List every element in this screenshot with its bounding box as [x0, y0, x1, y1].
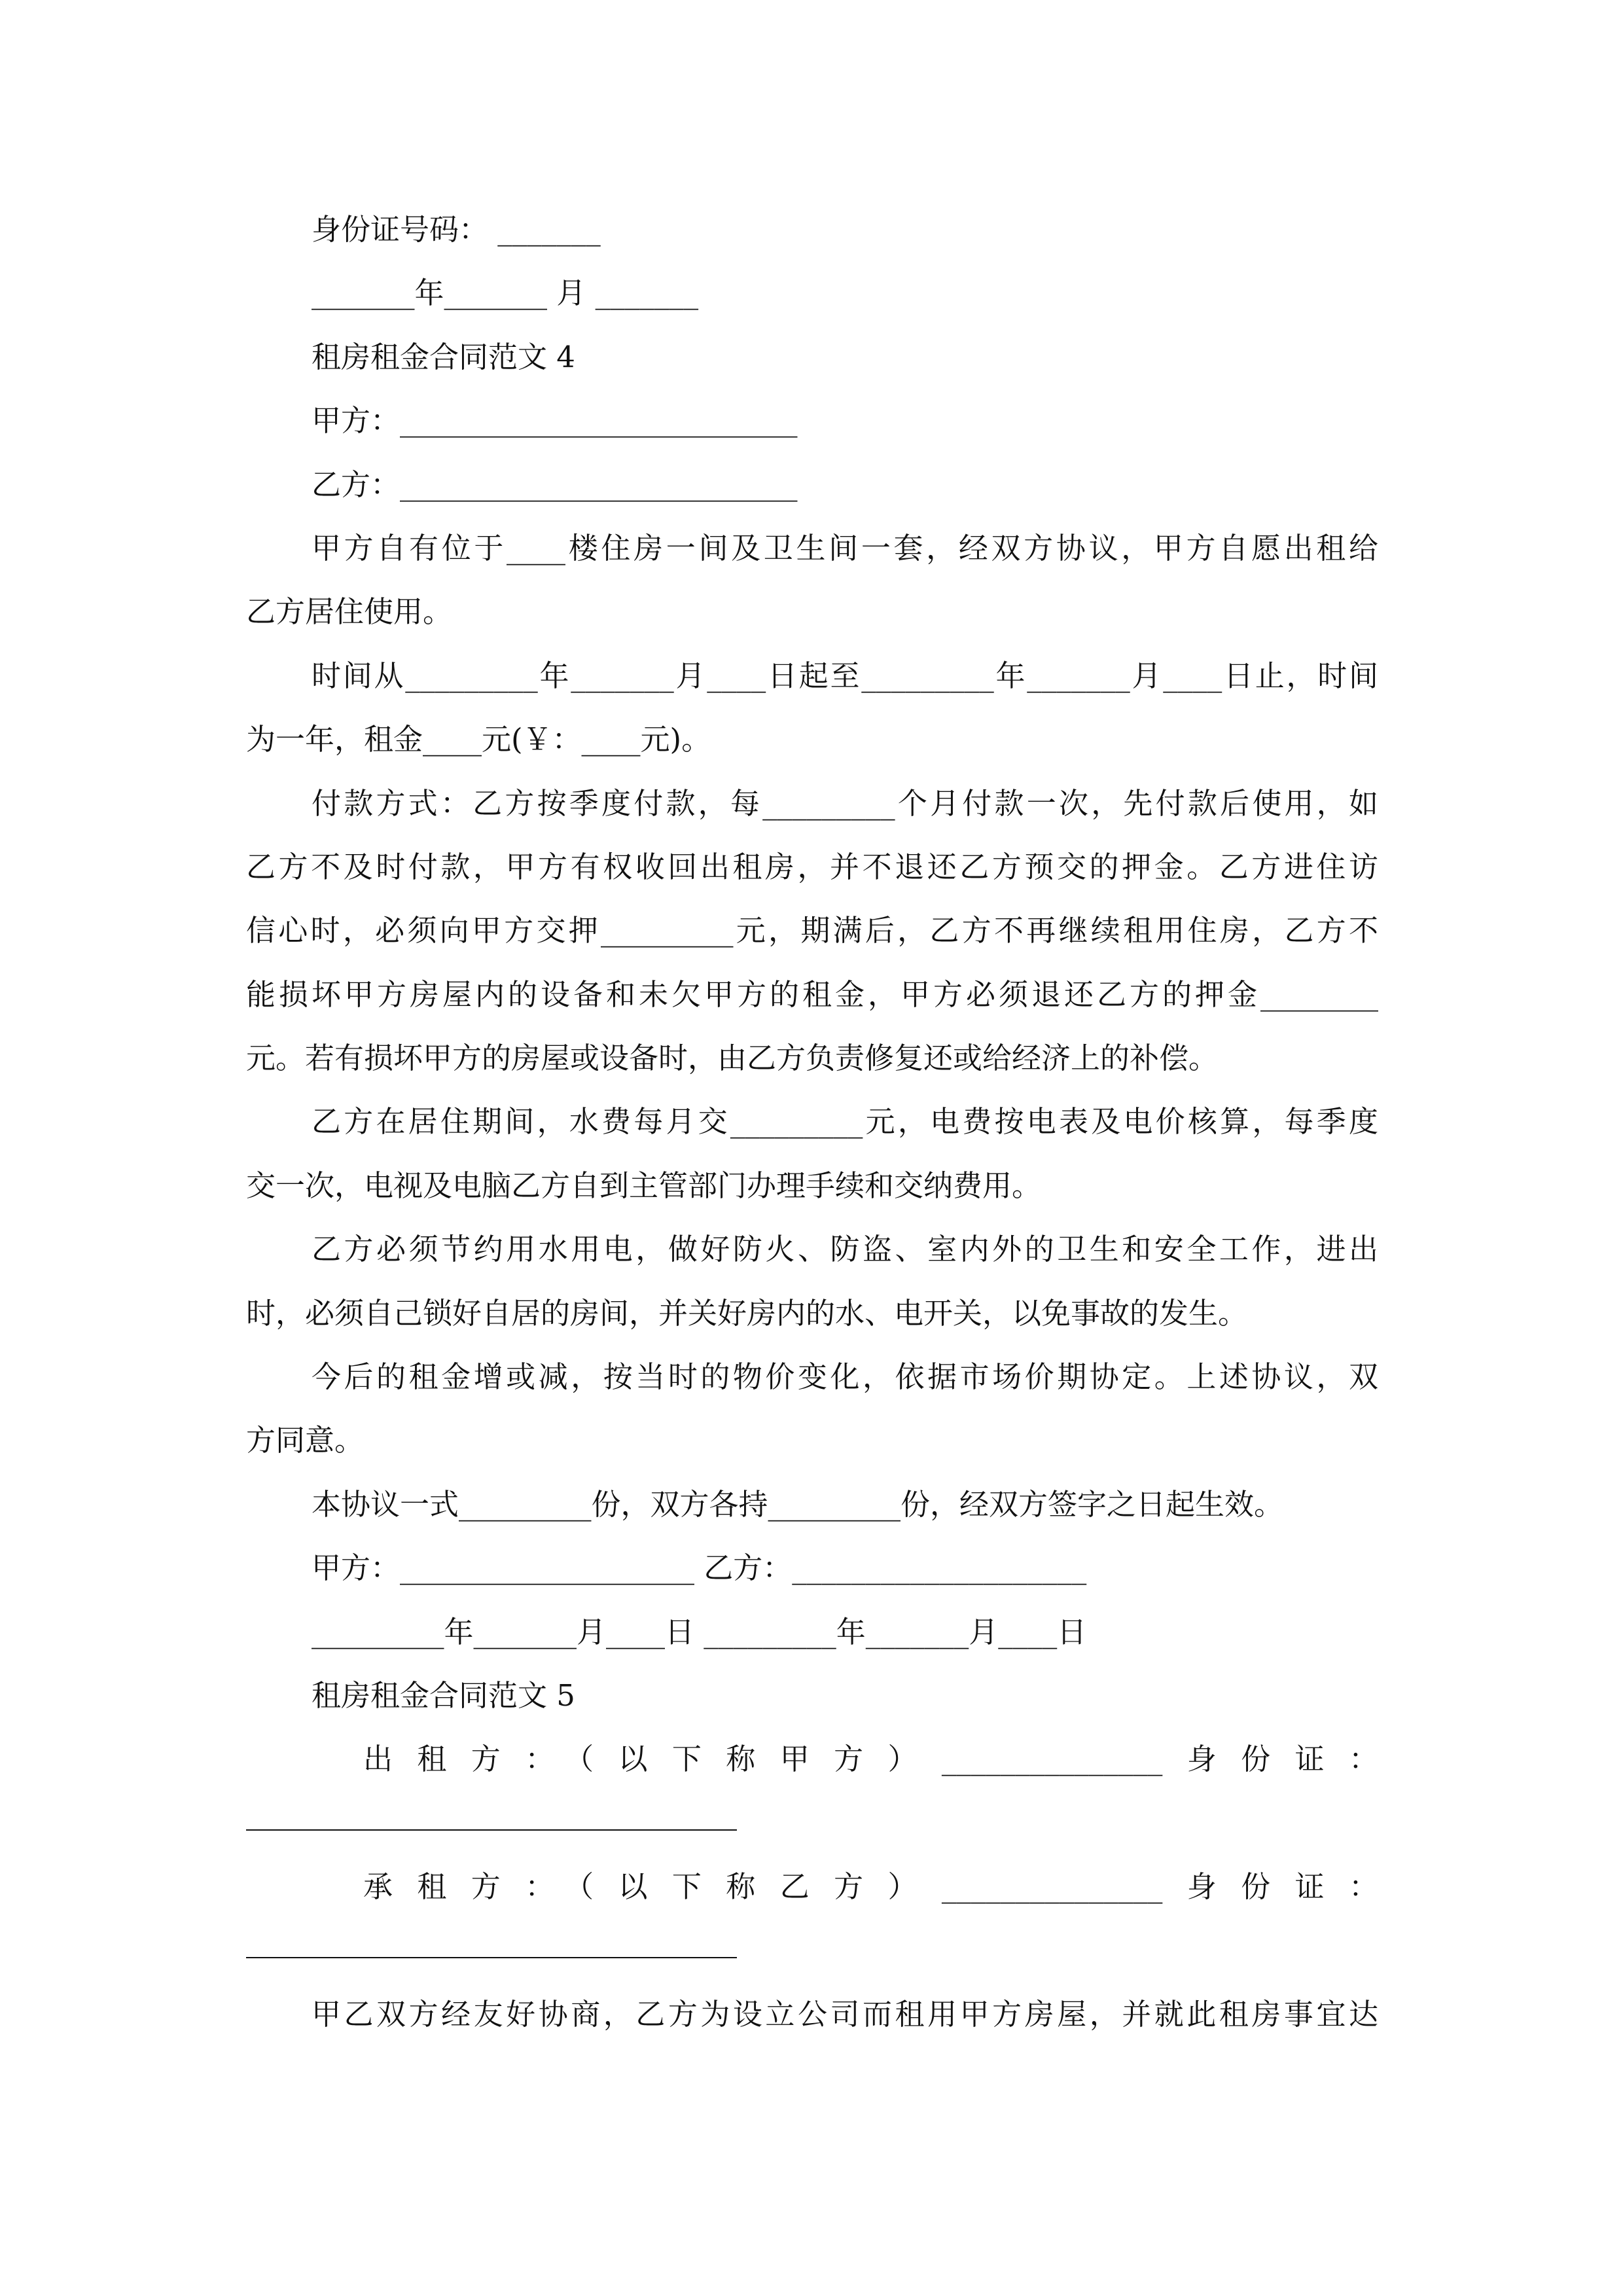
- paragraph-line: 付款方式：乙方按季度付款，每_________个月付款一次，先付款后使用，如: [312, 785, 1378, 821]
- party-a-line: 甲方：___________________________: [312, 403, 798, 439]
- date-line: _______年_______ 月 _______: [312, 276, 699, 311]
- id-number-line: 身份证号码： _______: [312, 212, 601, 247]
- paragraph-line: 甲乙双方经友好协商，乙方为设立公司而租用甲方房屋，并就此租房事宜达: [312, 1996, 1378, 2032]
- paragraph-line: 为一年，租金____元(￥：____元)。: [246, 722, 711, 757]
- section-title-4: 租房租金合同范文 4: [312, 339, 575, 374]
- paragraph-line: 信心时，必须向甲方交押_________元，期满后，乙方不再继续租用住房，乙方不: [246, 913, 1378, 948]
- signature-date-line: _________年_______月____日 _________年_______月____日: [312, 1614, 1087, 1649]
- paragraph-line: 本协议一式_________份，双方各持_________份，经双方签字之日起生效。: [312, 1486, 1284, 1522]
- party-b-line: 乙方：___________________________: [312, 467, 798, 502]
- signature-line: 甲方：____________________ 乙方：____________________: [312, 1551, 1087, 1586]
- lessee-id-blank: [246, 1919, 1378, 1982]
- paragraph-line: 乙方必须节约用水用电，做好防火、防盗、室内外的卫生和安全工作，进出: [312, 1232, 1378, 1267]
- document-page: [246, 198, 1378, 2046]
- paragraph-line: 元。若有损坏甲方的房屋或设备时，由乙方负责修复还或给经济上的补偿。: [246, 1041, 1219, 1076]
- paragraph-line: 时间从_________年_______月____日起至_________年_______月____日止，时间: [312, 658, 1378, 693]
- lessor-line: 出租方：（以下称甲方）_______________身份证：: [363, 1742, 1378, 1777]
- paragraph-line: 时，必须自己锁好自居的房间，并关好房内的水、电开关，以免事故的发生。: [246, 1295, 1248, 1331]
- blank-rule: [246, 1957, 737, 1958]
- paragraph-line: 交一次，电视及电脑乙方自到主管部门办理手续和交纳费用。: [246, 1168, 1042, 1203]
- paragraph-line: 乙方居住使用。: [246, 594, 453, 630]
- lessor-id-blank: [246, 1791, 1378, 1855]
- paragraph-line: 乙方不及时付款，甲方有权收回出租房，并不退还乙方预交的押金。乙方进住访: [246, 849, 1378, 884]
- paragraph-line: 方同意。: [246, 1423, 365, 1458]
- section-title-5: 租房租金合同范文 5: [312, 1677, 575, 1713]
- paragraph-line: 能损坏甲方房屋内的设备和未欠甲方的租金，甲方必须退还乙方的押金________: [246, 977, 1378, 1012]
- paragraph-line: 甲方自有位于____楼住房一间及卫生间一套，经双方协议，甲方自愿出租给: [312, 530, 1378, 565]
- paragraph-line: 今后的租金增或减，按当时的物价变化，依据市场价期协定。上述协议，双: [312, 1359, 1378, 1395]
- blank-rule: [246, 1829, 737, 1831]
- paragraph-line: 乙方在居住期间，水费每月交_________元，电费按电表及电价核算，每季度: [312, 1104, 1378, 1139]
- lessee-line: 承租方：（以下称乙方）_______________身份证：: [363, 1869, 1378, 1905]
